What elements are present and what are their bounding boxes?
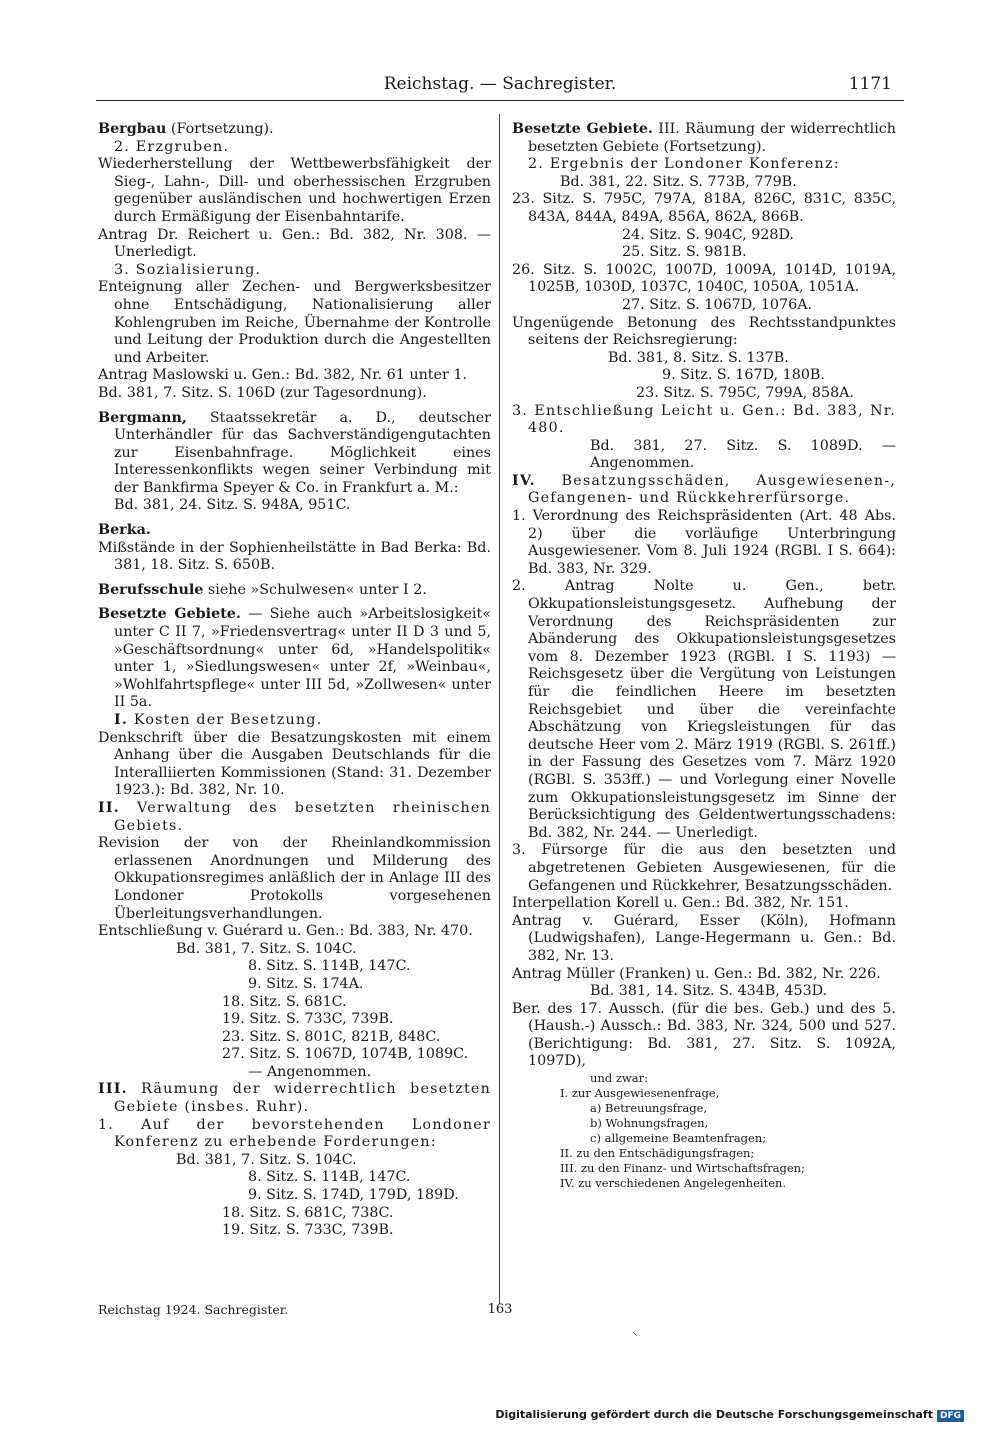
index-entry: Antrag v. Guérard, Esser (Köln), Hofmann (Ludwigshafen), Lange-Hegermann u. Gen.: Bd. 382, Nr. 13. bbox=[512, 912, 896, 964]
index-entry: Bd. 381, 24. Sitz. S. 948A, 951C. bbox=[114, 497, 351, 514]
index-entry: 24. Sitz. S. 904C, 928D. bbox=[622, 226, 794, 243]
entry-gap bbox=[98, 575, 491, 582]
index-entry: 26. Sitz. S. 1002C, 1007D, 1009A, 1014D, 1019A, 1025B, 1030D, 1037C, 1040C, 1050A, 1051A. bbox=[512, 261, 896, 296]
index-entry: Antrag Müller (Franken) u. Gen.: Bd. 382, Nr. 226. bbox=[512, 965, 881, 982]
index-entry: 1. Verordnung des Reichspräsidenten (Art. 48 Abs. 2) über die vorläufige Unterbringung Ausgewiesener. Vom 8. Juli 1924 (RGBl. I S. 664): Bd. 383, Nr. 329. bbox=[512, 508, 896, 577]
index-entry: 23. Sitz. S. 795C, 797A, 818A, 826C, 831C, 835C, 843A, 844A, 849A, 856A, 862A, 866B. bbox=[512, 191, 896, 225]
index-entry: Antrag Maslowski u. Gen.: Bd. 382, Nr. 61 unter 1. bbox=[98, 367, 468, 384]
index-entry: 27. Sitz. S. 1067D, 1074B, 1089C. bbox=[222, 1046, 469, 1063]
index-entry: Ungenügende Betonung des Rechtsstandpunktes seitens der Reichsregierung: bbox=[512, 314, 896, 349]
running-header-title: Reichstag. — Sachregister. bbox=[383, 74, 617, 94]
index-entry: und zwar: bbox=[590, 1071, 648, 1086]
index-entry: 8. Sitz. S. 114B, 147C. bbox=[248, 1169, 411, 1186]
entry-gap bbox=[98, 599, 491, 606]
entry-text: — Siehe auch »Arbeitslosigkeit« unter C II 7, »Friedensvertrag« unter II D 3 und 5, »Geschäftsordnung« unter 6d, »Handelspolitik« unter 1, »Siedlungswesen« unter 2f, »Weinbau«, »Wohlfahrtspflege« unter III 5d, »Zollwesen« unter II 5a. bbox=[114, 606, 491, 711]
index-entry: 2. Antrag Nolte u. Gen., betr. Okkupationsleistungsgesetz. Aufhebung der Verordnung des Reichspräsidenten zur Abänderung des Okkupationsleistungsgesetzes vom 8. Dezember 1923 (RGBl. I S. 1193) — Reichsgesetz über die Vergütung von Leistungen für die feindlichen Heere im besetzten Reichsgebiet und über die vereinfachte Abschätzung von Kriegsleistungen für das deutsche Heer vom 2. März 1919 (RGBl. S. 261ff.) in der Fassung des Gesetzes vom 7. März 1920 (RGBl. S. 353ff.) — und Vorlegung einer Novelle zum Okkupationsleistungsgesetz im Sinne der Berücksichtigung des Geldentwertungsschadens: Bd. 382, Nr. 244. — Unerledigt. bbox=[512, 578, 896, 841]
index-entry bbox=[98, 1081, 491, 1116]
entry-text: Staatssekretär a. D., deutscher Unterhändler für das Sachverständigengutachten zur Eisenbahnfrage. Möglichkeit eines Interessenkonflikts wegen seiner Verbindung mit der Bankfirma Speyer & Co. in Frankfurt a. M.: bbox=[114, 409, 491, 496]
index-entry: 3. Sozialisierung. bbox=[114, 261, 262, 278]
index-entry: II. zu den Entschädigungsfragen; bbox=[560, 1146, 755, 1161]
index-entry bbox=[512, 473, 896, 508]
digitization-credit bbox=[495, 1408, 964, 1422]
index-entry: 1. Auf der bevorstehenden Londoner Konferenz zu erhebende Forderungen: bbox=[98, 1116, 491, 1151]
entry-keyword: Berka. bbox=[98, 522, 151, 539]
index-entry: Enteignung aller Zechen- und Bergwerksbesitzer ohne Entschädigung, Nationalisierung aller Kohlengruben im Reiche, Übernahme der Kontrolle und Leitung der Produktion durch die Angestellten und Arbeiter. bbox=[98, 279, 491, 366]
entry-gap bbox=[98, 403, 491, 410]
entry-text: Kosten der Besetzung. bbox=[128, 712, 323, 728]
entry-text: Räumung der widerrechtlich besetzten Gebiete (insbes. Ruhr). bbox=[114, 1081, 491, 1116]
index-entry: Denkschrift über die Besatzungskosten mit einem Anhang über die Ausgaben Deutschlands für die Interalliierten Kommissionen (Stand: 31. Dezember 1923.): Bd. 382, Nr. 10. bbox=[98, 729, 491, 799]
index-entry: a) Betreuungsfrage, bbox=[590, 1101, 708, 1116]
entry-keyword: Bergbau bbox=[98, 121, 167, 137]
index-entry: Bd. 381, 14. Sitz. S. 434B, 453D. bbox=[590, 983, 828, 1000]
entry-keyword: II. bbox=[98, 799, 120, 816]
entry-text: III. Räumung der widerrechtlich besetzten Gebiete (Fortsetzung). bbox=[528, 121, 896, 155]
entry-keyword: III. bbox=[98, 1081, 128, 1098]
index-entry: 23. Sitz. S. 801C, 821B, 848C. bbox=[222, 1028, 441, 1045]
index-entry: Bd. 381, 8. Sitz. S. 137B. bbox=[608, 349, 789, 366]
index-entry: 18. Sitz. S. 681C. bbox=[222, 993, 347, 1010]
entry-keyword: Besetzte Gebiete. bbox=[512, 121, 653, 137]
right-column bbox=[512, 121, 896, 1191]
footer-left-label: Reichstag 1924. Sachregister. bbox=[98, 1302, 289, 1317]
index-entry: 2. Ergebnis der Londoner Konferenz: bbox=[528, 156, 840, 173]
index-entry: 9. Sitz. S. 167D, 180B. bbox=[662, 367, 825, 384]
index-entry bbox=[98, 800, 491, 835]
index-entry: Bd. 381, 7. Sitz. S. 106D (zur Tagesordnung). bbox=[98, 384, 427, 401]
header-rule bbox=[96, 100, 904, 101]
index-entry bbox=[98, 606, 491, 712]
signature-number: 163 bbox=[487, 1302, 513, 1317]
index-entry: 2. Erzgruben. bbox=[114, 138, 230, 155]
index-entry: III. zu den Finanz- und Wirtschaftsfragen; bbox=[560, 1161, 805, 1176]
index-entry: 8. Sitz. S. 114B, 147C. bbox=[248, 958, 411, 975]
entry-text: (Fortsetzung). bbox=[166, 121, 274, 137]
index-entry bbox=[98, 522, 491, 540]
index-entry: Bd. 381, 22. Sitz. S. 773B, 779B. bbox=[560, 173, 797, 190]
entry-keyword: I. bbox=[114, 712, 129, 728]
index-entry bbox=[98, 582, 491, 600]
index-entry: 25. Sitz. S. 981B. bbox=[622, 244, 747, 261]
left-column bbox=[98, 121, 491, 1240]
index-entry: c) allgemeine Beamtenfragen; bbox=[590, 1131, 767, 1146]
index-entry: Wiederherstellung der Wettbewerbsfähigkeit der Sieg-, Lahn-, Dill- und oberhessischen Erzgruben gegenüber ausländischen und hochwertigen Erzen durch Ermäßigung der Eisenbahntarife. bbox=[98, 156, 491, 225]
index-entry: b) Wohnungsfragen, bbox=[590, 1116, 709, 1131]
dfg-logo: DFG bbox=[937, 1410, 964, 1422]
index-entry: 3. Fürsorge für die aus den besetzten und abgetretenen Gebieten Ausgewiesenen, für die Gefangenen und Rückkehrer, Besatzungsschäden. bbox=[512, 842, 896, 894]
index-entry: 9. Sitz. S. 174A. bbox=[248, 975, 364, 992]
index-entry: 9. Sitz. S. 174D, 179D, 189D. bbox=[248, 1187, 459, 1204]
page-number: 1171 bbox=[848, 74, 892, 94]
index-entry: 23. Sitz. S. 795C, 799A, 858A. bbox=[636, 384, 855, 401]
index-entry: 3. Entschließung Leicht u. Gen.: Bd. 383, Nr. 480. bbox=[512, 402, 896, 437]
index-entry bbox=[98, 121, 491, 139]
entry-gap bbox=[98, 515, 491, 522]
entry-keyword: IV. bbox=[512, 472, 536, 489]
index-entry: Revision der von der Rheinlandkommission erlassenen Anordnungen und Milderung des Okkupationsregimes anläßlich der in Anlage III des Londoner Protokolls vorgesehenen Überleitungsverhandlungen. bbox=[98, 835, 491, 922]
index-entry: Bd. 381, 7. Sitz. S. 104C. bbox=[176, 1151, 357, 1168]
entry-text: siehe »Schulwesen« unter I 2. bbox=[203, 581, 427, 598]
index-entry: 19. Sitz. S. 733C, 739B. bbox=[222, 1222, 394, 1239]
index-entry: Bd. 381, 7. Sitz. S. 104C. bbox=[176, 940, 357, 957]
index-entry: — Angenommen. bbox=[248, 1063, 372, 1080]
index-entry: Antrag Dr. Reichert u. Gen.: Bd. 382, Nr. 308. — Unerledigt. bbox=[98, 226, 491, 261]
index-entry: 27. Sitz. S. 1067D, 1076A. bbox=[622, 296, 813, 313]
index-entry: Ber. des 17. Aussch. (für die bes. Geb.) und des 5. (Haush.-) Aussch.: Bd. 383, Nr. 324, 500 und 527. (Berichtigung: Bd. 381, 27. Sitz. S. 1092A, 1097D), bbox=[512, 1000, 896, 1070]
entry-text: Besatzungsschäden, Ausgewiesenen-, Gefangenen- und Rückkehrerfürsorge. bbox=[528, 472, 896, 507]
index-entry: 18. Sitz. S. 681C, 738C. bbox=[222, 1204, 394, 1221]
entry-text: Verwaltung des besetzten rheinischen Gebiets. bbox=[114, 799, 491, 834]
index-entry: I. zur Ausgewiesenenfrage, bbox=[560, 1086, 720, 1101]
column-divider bbox=[499, 114, 500, 1304]
index-entry bbox=[98, 712, 491, 730]
entry-keyword: Besetzte Gebiete. bbox=[98, 606, 241, 623]
index-entry: Entschließung v. Guérard u. Gen.: Bd. 383, Nr. 470. bbox=[98, 923, 473, 940]
entry-keyword: Bergmann, bbox=[98, 409, 187, 426]
index-entry: IV. zu verschiedenen Angelegenheiten. bbox=[560, 1176, 787, 1191]
index-entry: 19. Sitz. S. 733C, 739B. bbox=[222, 1011, 394, 1028]
index-entry bbox=[98, 410, 491, 498]
index-entry: Mißstände in der Sophienheilstätte in Bad Berka: Bd. 381, 18. Sitz. S. 650B. bbox=[98, 539, 491, 574]
entry-keyword: Berufsschule bbox=[98, 581, 204, 598]
index-entry: Bd. 381, 27. Sitz. S. 1089D. — Angenommen. bbox=[590, 437, 896, 472]
index-entry bbox=[512, 121, 896, 156]
credit-text: Digitalisierung gefördert durch die Deutsche Forschungsgemeinschaft bbox=[495, 1408, 933, 1421]
index-entry: Interpellation Korell u. Gen.: Bd. 382, Nr. 151. bbox=[512, 895, 849, 912]
page-mark: ⸜ bbox=[632, 1325, 638, 1338]
